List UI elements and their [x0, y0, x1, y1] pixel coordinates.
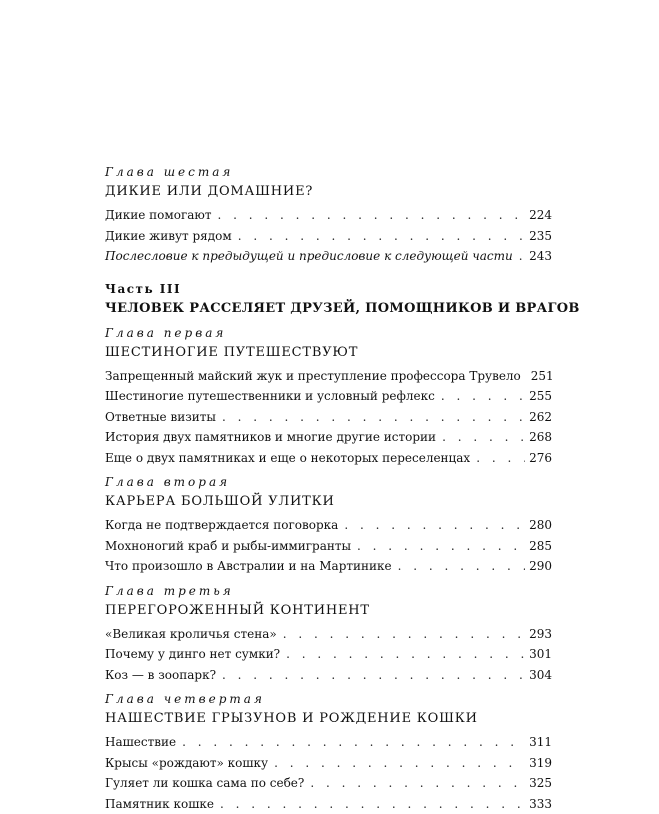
entry-title: Памятник кошке	[105, 794, 214, 814]
dot-leader	[344, 515, 525, 536]
entry-title: Что произошло в Австралии и на Мартинике	[105, 556, 392, 577]
dot-leader	[182, 732, 525, 753]
toc-entry	[105, 246, 552, 267]
page-number: 311	[529, 732, 552, 753]
page-number: 301	[529, 644, 552, 665]
entry-title: Дикие помогают	[105, 205, 211, 226]
chapter-title: ШЕСТИНОГИЕ ПУТЕШЕСТВУЮТ	[105, 343, 552, 363]
toc-entry	[105, 773, 552, 794]
toc-entry	[105, 556, 552, 577]
toc-entry	[105, 448, 552, 469]
entry-title: «Великая кроличья стена»	[105, 624, 277, 645]
page-number: 255	[529, 386, 552, 407]
entry-title: Коз — в зоопарк?	[105, 665, 216, 686]
toc-entry	[105, 665, 552, 686]
toc-entry	[105, 624, 552, 645]
page-number: 319	[529, 753, 552, 774]
entry-title: Гуляет ли кошка сама по себе?	[105, 773, 304, 794]
toc-entry	[105, 366, 552, 387]
entry-title: Шестиногие путешественники и условный рефлекс	[105, 386, 435, 407]
page-number: 235	[529, 226, 552, 247]
toc-entry	[105, 794, 552, 814]
entry-title: Дикие живут рядом	[105, 226, 232, 247]
page-number: 325	[529, 773, 552, 794]
page-number: 333	[529, 794, 552, 814]
chapter-title: КАРЬЕРА БОЛЬШОЙ УЛИТКИ	[105, 492, 552, 512]
dot-leader	[274, 753, 525, 774]
toc-entry	[105, 407, 552, 428]
dot-leader	[222, 407, 525, 428]
part-title: ЧЕЛОВЕК РАССЕЛЯЕТ ДРУЗЕЙ, ПОМОЩНИКОВ И ВРАГОВ	[105, 299, 552, 319]
chapter-label: Глава первая	[105, 325, 552, 341]
part-label: Часть III	[105, 281, 552, 297]
page-number: 268	[529, 427, 552, 448]
chapter-label: Глава вторая	[105, 474, 552, 490]
entry-title: Почему у динго нет сумки?	[105, 644, 280, 665]
chapter-3-section	[105, 583, 552, 686]
chapter-4-section	[105, 691, 552, 814]
toc-entry	[105, 753, 552, 774]
entry-title: Крысы «рождают» кошку	[105, 753, 268, 774]
entry-title: Послесловие к предыдущей и предисловие к следующей части	[105, 246, 513, 267]
dot-leader	[217, 205, 525, 226]
chapter-label: Глава третья	[105, 583, 552, 599]
page-number: 293	[529, 624, 552, 645]
part-3-header	[105, 281, 552, 319]
toc-entry	[105, 205, 552, 226]
chapter-title: ПЕРЕГОРОЖЕННЫЙ КОНТИНЕНТ	[105, 601, 552, 621]
page-number: 262	[529, 407, 552, 428]
chapter-label: Глава шестая	[105, 164, 552, 180]
chapter-1-section	[105, 325, 552, 469]
toc-entry	[105, 427, 552, 448]
toc-entry	[105, 644, 552, 665]
dot-leader	[222, 665, 525, 686]
entry-title: Когда не подтверждается поговорка	[105, 515, 338, 536]
dot-leader	[442, 427, 525, 448]
chapter-label: Глава четвертая	[105, 691, 552, 707]
page-number: 243	[529, 246, 552, 267]
toc-entry	[105, 226, 552, 247]
page-number: 276	[529, 448, 552, 469]
dot-leader	[519, 246, 525, 267]
entry-title: Запрещенный майский жук и преступление профессора Трувело	[105, 366, 521, 387]
page-number: 251	[531, 366, 554, 387]
entry-title: Нашествие	[105, 732, 176, 753]
dot-leader	[476, 448, 525, 469]
toc-entry	[105, 515, 552, 536]
entry-title: Мохноногий краб и рыбы-иммигранты	[105, 536, 351, 557]
dot-leader	[310, 773, 525, 794]
dot-leader	[286, 644, 525, 665]
dot-leader	[238, 226, 525, 247]
dot-leader	[398, 556, 525, 577]
page-number: 304	[529, 665, 552, 686]
page-number: 280	[529, 515, 552, 536]
chapter-title: НАШЕСТВИЕ ГРЫЗУНОВ И РОЖДЕНИЕ КОШКИ	[105, 709, 552, 729]
chapter-6-section	[105, 164, 552, 267]
chapter-2-section	[105, 474, 552, 577]
dot-leader	[283, 624, 525, 645]
page-number: 224	[529, 205, 552, 226]
page-number: 285	[529, 536, 552, 557]
dot-leader	[357, 536, 525, 557]
toc-entry	[105, 732, 552, 753]
dot-leader	[220, 794, 525, 814]
page-number: 290	[529, 556, 552, 577]
entry-title: История двух памятников и многие другие истории	[105, 427, 436, 448]
entry-title: Еще о двух памятниках и еще о некоторых переселенцах	[105, 448, 470, 469]
toc-entry	[105, 386, 552, 407]
entry-title: Ответные визиты	[105, 407, 216, 428]
chapter-title: ДИКИЕ ИЛИ ДОМАШНИЕ?	[105, 182, 552, 202]
toc-entry	[105, 536, 552, 557]
dot-leader	[441, 386, 525, 407]
